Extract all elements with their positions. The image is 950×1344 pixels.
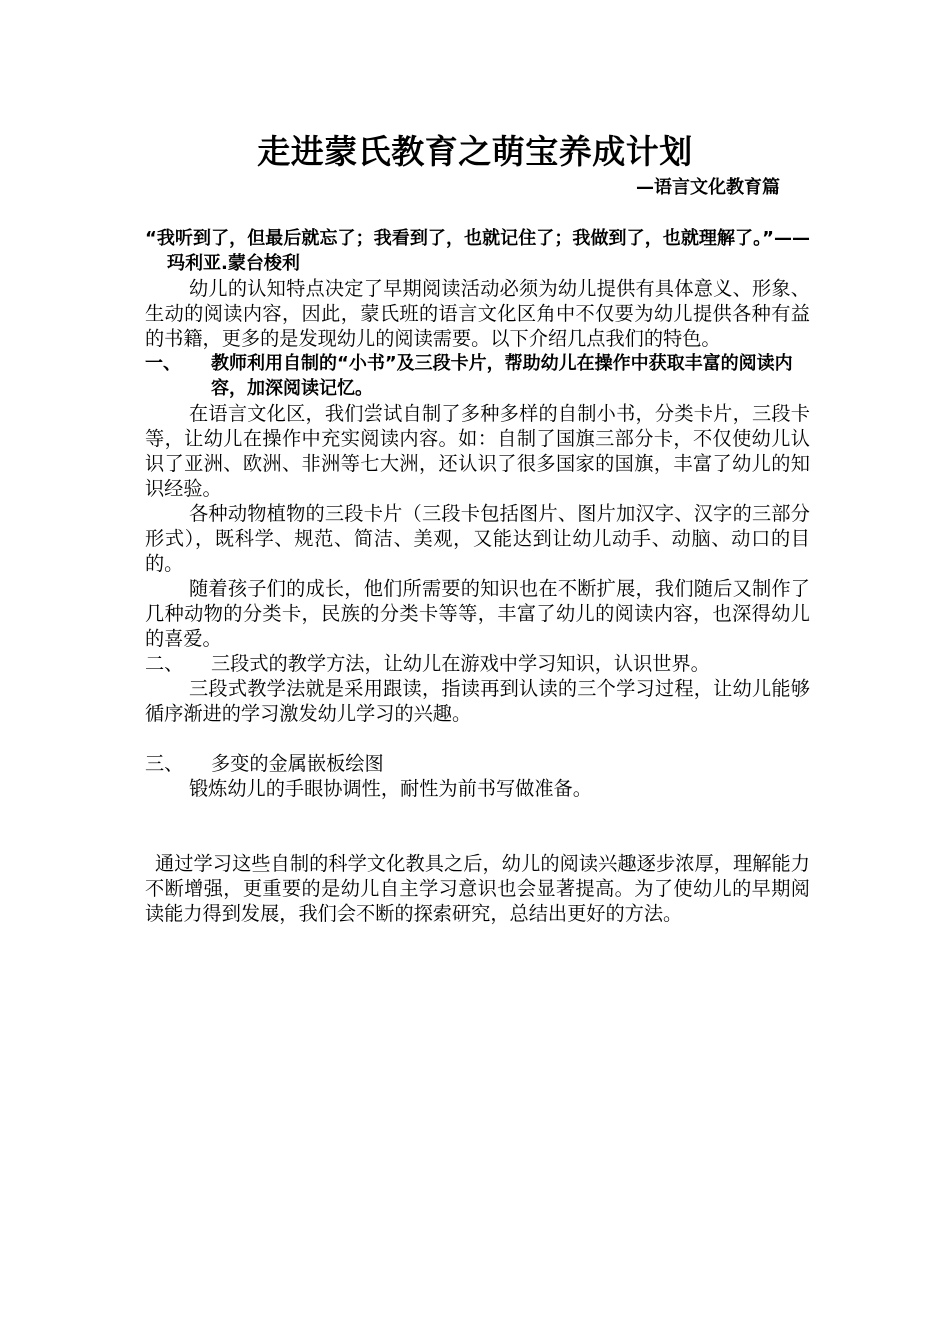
section-2-title: 三段式的教学方法，让幼儿在游戏中学习知识，认识世界。: [211, 652, 710, 675]
quote-paragraph: “我听到了，但最后就忘了；我看到了，也就记住了；我做到了，也就理解了。”——玛利亚.蒙台梭利: [145, 228, 810, 274]
section-3-heading: [145, 751, 810, 776]
section-3-title: 多变的金属嵌板绘图: [211, 752, 384, 775]
section-3-number: 三、: [145, 752, 184, 775]
section-3-paragraph: 锻炼幼儿的手眼协调性，耐性为前书写做准备。: [189, 777, 592, 800]
section-1-title: 教师利用自制的“小书”及三段卡片，帮助幼儿在操作中获取丰富的阅读内容，加深阅读记忆。: [211, 353, 793, 399]
document-title: 走进蒙氏教育之萌宝养成计划: [257, 132, 693, 171]
section-2-paragraph: 三段式教学法就是采用跟读，指读再到认读的三个学习过程，让幼儿能够循序渐进的学习激发幼儿学习的兴趣。: [145, 677, 810, 725]
intro-paragraph: 幼儿的认知特点决定了早期阅读活动必须为幼儿提供有具体意义、形象、生动的阅读内容，因此，蒙氏班的语言文化区角中不仅要为幼儿提供各种有益的书籍，更多的是发现幼儿的阅读需要。以下介绍几点我们的特色。: [145, 277, 810, 350]
closing-paragraph: 通过学习这些自制的科学文化教具之后，幼儿的阅读兴趣逐步浓厚，理解能力不断增强，更重要的是幼儿自主学习意识也会显著提高。为了使幼儿的早期阅读能力得到发展，我们会不断的探索研究，总结出更好的方法。: [145, 852, 810, 925]
spacer: [145, 726, 810, 751]
section-1-paragraph-2: 各种动物植物的三段卡片（三段卡包括图片、图片加汉字、汉字的三部分形式），既科学、规范、简洁、美观，又能达到让幼儿动手、动脑、动口的目的。: [145, 502, 810, 575]
section-1-paragraph-1: 在语言文化区，我们尝试自制了多种多样的自制小书，分类卡片，三段卡等，让幼儿在操作中充实阅读内容。如：自制了国旗三部分卡，不仅使幼儿认识了亚洲、欧洲、非洲等七大洲，还认识了很多国家的国旗，丰富了幼儿的知识经验。: [145, 402, 810, 500]
document-subtitle: —语言文化教育篇: [636, 177, 780, 198]
spacer: [145, 801, 810, 851]
section-2-number: 二、: [145, 652, 184, 675]
document-body: [145, 226, 810, 926]
section-1-number: 一、: [145, 353, 181, 374]
section-1-heading: [145, 351, 810, 401]
section-2-heading: [145, 651, 810, 676]
section-1-paragraph-3: 随着孩子们的成长，他们所需要的知识也在不断扩展，我们随后又制作了几种动物的分类卡，民族的分类卡等等，丰富了幼儿的阅读内容，也深得幼儿的喜爱。: [145, 577, 810, 650]
